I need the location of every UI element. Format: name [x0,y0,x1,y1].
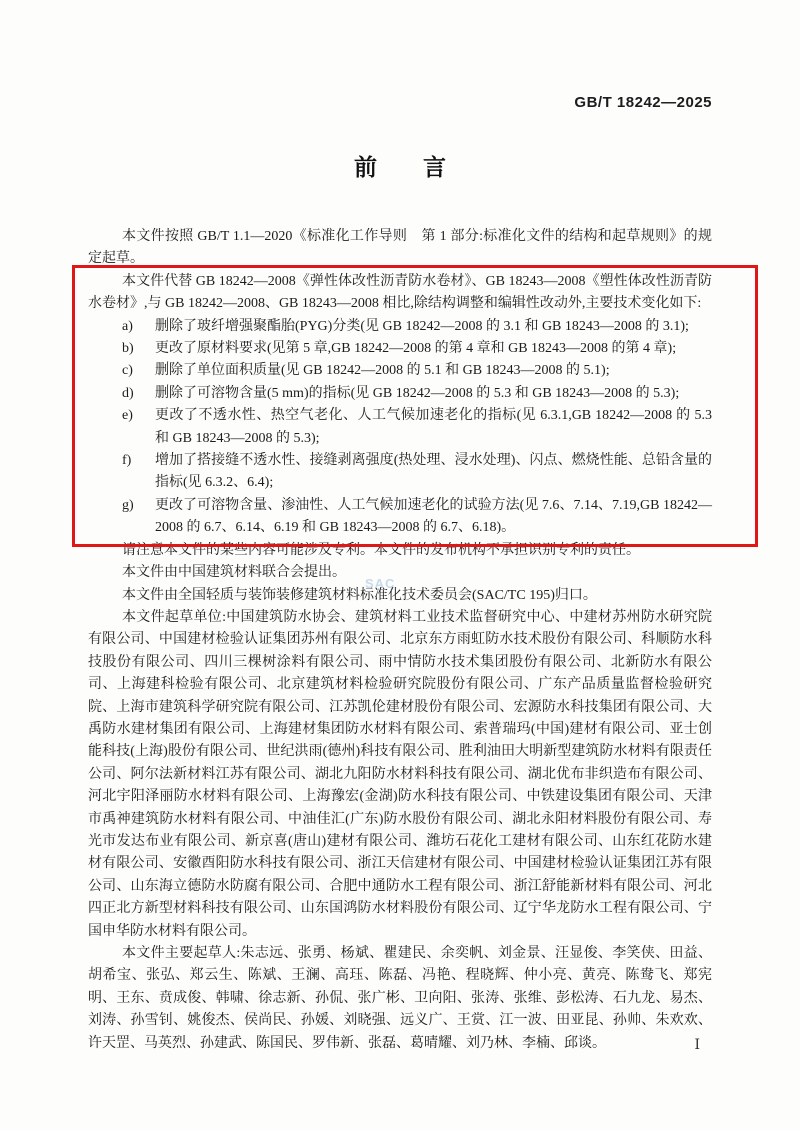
centralized-by-paragraph: 本文件由全国轻质与装饰装修建筑材料标准化技术委员会(SAC/TC 195)归口。 [122,587,597,603]
change-item-f [88,450,712,495]
change-item-c [88,360,712,382]
change-label: g) [122,497,134,513]
standard-code: GB/T 18242—2025 [574,94,712,111]
change-label: b) [122,341,134,357]
document-body [88,226,712,1055]
watermark: SAC [365,576,396,591]
change-item-b [88,338,712,360]
change-label: e) [122,408,133,424]
change-text: 删除了可溶物含量(5 mm)的指标(见 GB 18242—2008 的 5.3 和 GB 18243—2008 的 5.3); [155,385,680,401]
change-label: d) [122,385,134,401]
change-text: 更改了原材料要求(见第 5 章,GB 18242—2008 的第 4 章和 GB 18243—2008 的第 4 章); [155,341,677,357]
change-text: 更改了可溶物含量、渗油性、人工气候加速老化的试验方法(见 7.6、7.14、7.19,GB 18242—2008 的 6.7、6.14、6.19 和 GB 18243—2008 的 6.7、6.18)。 [155,497,712,536]
intro-paragraph: 本文件按照 GB/T 1.1—2020《标准化工作导则 第 1 部分:标准化文件的结构和起草规则》的规定起草。 [88,229,712,267]
change-label: a) [122,318,133,334]
drafters-paragraph: 本文件主要起草人:朱志远、张勇、杨斌、瞿建民、余奕帆、刘金景、汪显俊、李笑侠、田益、胡希宝、张弘、郑云生、陈斌、王澜、高珏、陈磊、冯艳、程晓辉、仲小亮、黄亮、陈鸯飞、郑宪明、王东、贲成俊、韩啸、徐志新、孙侃、张广彬、卫向阳、张涛、张维、彭松涛、石九龙、易杰、刘涛、孙雪钊、姚俊杰、侯尚民、孙媛、刘晓强、远义广、王赏、江一波、田亚昆、孙帅、朱欢欢、许天罡、马英烈、孙建武、陈国民、罗伟新、张磊、葛晴耀、刘乃林、李楠、邱谈。 [88,946,712,1051]
page-title: 前 言 [354,154,446,180]
change-text: 删除了玻纤增强聚酯胎(PYG)分类(见 GB 18242—2008 的 3.1 和 GB 18243—2008 的 3.1); [155,318,689,334]
change-item-g [88,495,712,540]
page-number: Ⅰ [694,1038,700,1053]
highlighted-changes-section [88,271,712,540]
drafting-organizations-paragraph: 本文件起草单位:中国建筑防水协会、建筑材料工业技术监督研究中心、中建材苏州防水研究院有限公司、中国建材检验认证集团苏州有限公司、北京东方雨虹防水技术股份有限公司、科顺防水科技股份有限公司、四川三棵树涂料有限公司、雨中情防水技术集团股份有限公司、北新防水有限公司、上海建科检验有限公司、北京建筑材料检验研究院股份有限公司、广东产品质量监督检验研究院、上海市建筑科学研究院有限公司、江苏凯伦建材股份有限公司、宏源防水科技集团有限公司、大禹防水建材集团有限公司、上海建材集团防水材料有限公司、索普瑞玛(中国)建材有限公司、亚士创能科技(上海)股份有限公司、世纪洪雨(德州)科技有限公司、胜利油田大明新型建筑防水材料有限责任公司、阿尔法新材料江苏有限公司、湖北九阳防水材料科技有限公司、湖北优布非织造布有限公司、河北宇阳泽丽防水材料有限公司、上海豫宏(金湖)防水科技有限公司、中铁建设集团有限公司、天津市禹神建筑防水材料有限公司、中油佳汇(广东)防水股份有限公司、湖北永阳材料股份有限公司、寿光市发达布业有限公司、新京喜(唐山)建材有限公司、潍坊石花化工建材有限公司、山东红花防水建材有限公司、安徽酉阳防水科技有限公司、浙江天信建材有限公司、中国建材检验认证集团江苏有限公司、山东海立德防水防腐有限公司、合肥中通防水工程有限公司、浙江舒能新材料有限公司、河北四正北方新型材料科技有限公司、山东国鸿防水材料股份有限公司、辽宁华龙防水工程有限公司、宁国申华防水材料有限公司。 [88,609,712,939]
replacement-paragraph: 本文件代替 GB 18242—2008《弹性体改性沥青防水卷材》、GB 18243—2008《塑性体改性沥青防水卷材》,与 GB 18242—2008、GB 18243—2008 相比,除结构调整和编辑性改动外,主要技术变化如下: [88,273,712,312]
change-text: 增加了搭接缝不透水性、接缝剥离强度(热处理、浸水处理)、闪点、燃烧性能、总铅含量的指标(见 6.3.2、6.4); [155,453,712,491]
change-label: c) [122,363,133,379]
proposed-by-paragraph: 本文件由中国建筑材料联合会提出。 [122,565,347,581]
patent-notice-paragraph: 请注意本文件的某些内容可能涉及专利。本文件的发布机构不承担识别专利的责任。 [122,542,641,558]
change-text: 删除了单位面积质量(见 GB 18242—2008 的 5.1 和 GB 18243—2008 的 5.1); [155,363,610,379]
change-label: f) [122,453,132,469]
change-text: 更改了不透水性、热空气老化、人工气候加速老化的指标(见 6.3.1,GB 18242—2008 的 5.3 和 GB 18243—2008 的 5.3); [155,408,712,446]
change-item-a [88,316,712,338]
change-item-e [88,405,712,450]
change-item-d [88,383,712,405]
